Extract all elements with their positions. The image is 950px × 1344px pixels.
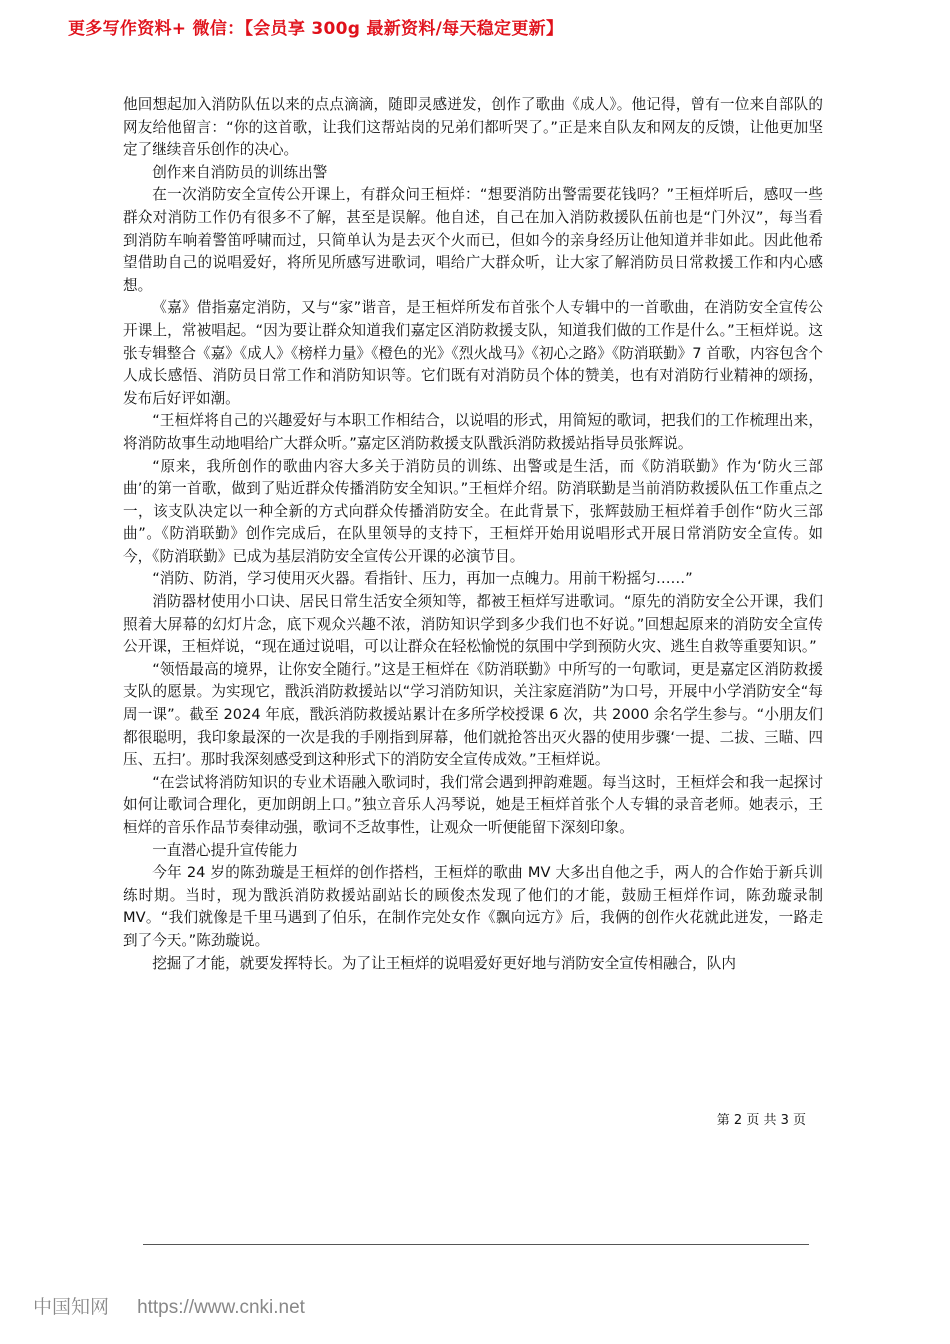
paragraph: “在尝试将消防知识的专业术语融入歌词时，我们常会遇到押韵难题。每当这时，王桓烊会和我一起探讨如何让歌词合理化，更加朗朗上口。”独立音乐人冯琴说，她是王桓烊首张个人专辑的录音老师。她表示，王桓烊的音乐作品节奏律动强，歌词不乏故事性，让观众一听便能留下深刻印象。 <box>123 773 823 836</box>
section-heading: 创作来自消防员的训练出警 <box>152 163 328 181</box>
watermark-site: 中国知网 <box>33 1296 110 1318</box>
footer-divider <box>143 1244 809 1245</box>
watermark <box>33 1292 305 1319</box>
paragraph: 今年 24 岁的陈劲璇是王桓烊的创作搭档，王桓烊的歌曲 MV 大多出自他之手，两人的合作始于新兵训练时期。当时，现为戬浜消防救援站副站长的顾俊杰发现了他们的才能，鼓励王桓烊作词，陈劲璇录制 MV。“我们就像是千里马遇到了伯乐，在制作完处女作《飘向远方》后，我俩的创作火花就此迸发，一路走到了今天。”陈劲璇说。 <box>123 864 823 949</box>
watermark-url: https://www.cnki.net <box>137 1297 305 1318</box>
paragraph: “王桓烊将自己的兴趣爱好与本职工作相结合，以说唱的形式，用简短的歌词，把我们的工作梳理出来，将消防故事生动地唱给广大群众听。”嘉定区消防救援支队戬浜消防救援站指导员张辉说。 <box>123 412 823 452</box>
paragraph: “消防、防消，学习使用灭火器。看指针、压力，再加一点魄力。用前干粉摇匀……” <box>152 570 693 588</box>
promo-banner: 更多写作资料+ 微信：【会员享 300g 最新资料/每天稳定更新】 <box>68 19 564 39</box>
section-heading: 一直潜心提升宣传能力 <box>152 841 299 859</box>
paragraph: 在一次消防安全宣传公开课上，有群众问王桓烊：“想要消防出警需要花钱吗？”王桓烊听后，感叹一些群众对消防工作仍有很多不了解，甚至是误解。他自述，自己在加入消防救援队伍前也是“门外汉”，每当看到消防车响着警笛呼啸而过，只简单认为是去灭个火而已，但如今的亲身经历让他知道并非如此。因此他希望借助自己的说唱爱好，将所见所感写进歌词，唱给广大群众听，让大家了解消防员日常救援工作和内心感想。 <box>123 186 823 294</box>
paragraph: “原来，我所创作的歌曲内容大多关于消防员的训练、出警或是生活，而《防消联勤》作为‘防火三部曲’的第一首歌，做到了贴近群众传播消防安全知识。”王桓烊介绍。防消联勤是当前消防救援队伍工作重点之一，该支队决定以一种全新的方式向群众传播消防安全。在此背景下，张辉鼓励王桓烊着手创作“防火三部曲”。《防消联勤》创作完成后，在队里领导的支持下，王桓烊开始用说唱形式开展日常消防安全宣传。如今，《防消联勤》已成为基层消防安全宣传公开课的必演节目。 <box>123 457 823 565</box>
paragraph: 消防器材使用小口诀、居民日常生活安全须知等，都被王桓烊写进歌词。“原先的消防安全公开课，我们照着大屏幕的幻灯片念，底下观众兴趣不浓，消防知识学到多少我们也不好说。”回想起原来的消防安全宣传公开课，王桓烊说，“现在通过说唱，可以让群众在轻松愉悦的氛围中学到预防火灾、逃生自救等重要知识。” <box>123 593 823 656</box>
paragraph: “领悟最高的境界，让你安全随行。”这是王桓烊在《防消联勤》中所写的一句歌词，更是嘉定区消防救援支队的愿景。为实现它，戬浜消防救援站以“学习消防知识，关注家庭消防”为口号，开展中小学消防安全“每周一课”。截至 2024 年底，戬浜消防救援站累计在多所学校授课 6 次，共 2000 余名学生参与。“小朋友们都很聪明，我印象最深的一次是我的手刚指到屏幕，他们就抢答出灭火器的使用步骤‘一提、二拔、三瞄、四压、五扫’。那时我深刻感受到这种形式下的消防安全宣传成效。”王桓烊说。 <box>123 660 823 769</box>
page-number: 第 2 页 共 3 页 <box>716 1113 806 1128</box>
paragraph: 他回想起加入消防队伍以来的点点滴滴，随即灵感迸发，创作了歌曲《成人》。他记得，曾有一位来自部队的网友给他留言：“你的这首歌，让我们这帮站岗的兄弟们都听哭了。”正是来自队友和网友的反馈，让他更加坚定了继续音乐创作的决心。 <box>123 96 823 159</box>
article-body <box>123 94 823 975</box>
paragraph: 挖掘了才能，就要发挥特长。为了让王桓烊的说唱爱好更好地与消防安全宣传相融合，队内 <box>152 954 736 972</box>
paragraph: 《嘉》借指嘉定消防，又与“家”谐音，是王桓烊所发布首张个人专辑中的一首歌曲，在消防安全宣传公开课上，常被唱起。“因为要让群众知道我们嘉定区消防救援支队，知道我们做的工作是什么。”王桓烊说。这张专辑整合《嘉》《成人》《榜样力量》《橙色的光》《烈火战马》《初心之路》《防消联勤》7 首歌，内容包含个人成长感悟、消防员日常工作和消防知识等。它们既有对消防员个体的赞美，也有对消防行业精神的颂扬，发布后好评如潮。 <box>123 299 823 407</box>
